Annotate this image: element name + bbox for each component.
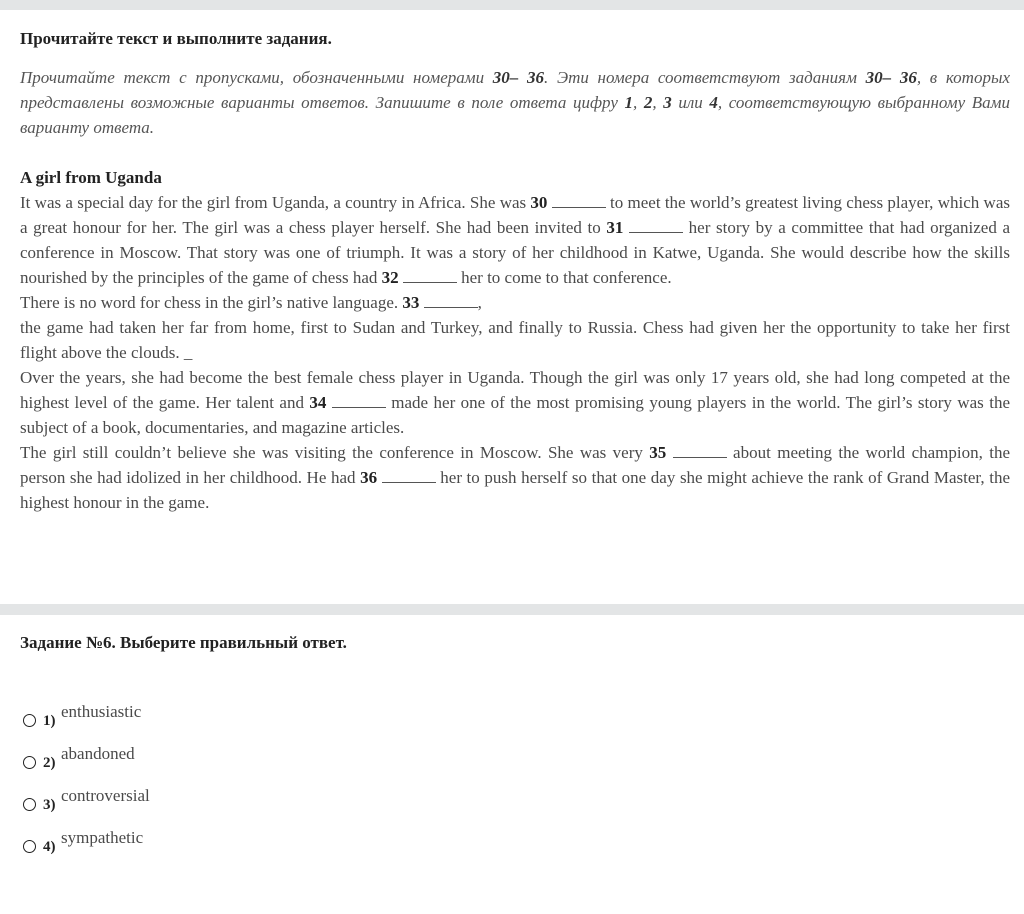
option-number: 4) (43, 839, 56, 855)
gap-number-34: 34 (309, 393, 327, 412)
radio-button-3[interactable] (23, 798, 36, 811)
option-label[interactable]: enthusiastic (61, 702, 142, 721)
gap-number-31: 31 (606, 218, 624, 237)
gap-number-33: 33 (402, 293, 420, 312)
gap-blank-32 (403, 268, 457, 283)
passage-paragraph-3: the game had taken her far from home, first to Sudan and Turkey, and finally to Russia. Chess had given her the opportunity to take her first flight above the clouds. _ (20, 318, 1010, 362)
passage-title: A girl from Uganda (20, 168, 162, 187)
option-number: 3) (43, 797, 56, 813)
gap-blank-34 (332, 393, 386, 408)
gap-number-30: 30 (530, 193, 548, 212)
gap-number-36: 36 (360, 468, 378, 487)
option-label[interactable]: sympathetic (61, 828, 144, 847)
option-number: 2) (43, 755, 56, 771)
gap-number-32: 32 (381, 268, 399, 287)
gap-blank-36 (382, 468, 436, 483)
section-divider (0, 604, 1024, 615)
gap-blank-31 (629, 218, 683, 233)
task-title: Задание №6. Выберите правильный ответ. (20, 633, 347, 652)
passage-paragraph-4: Over the years, she had become the best female chess player in Uganda. Though the girl was only 17 years old, she had long competed at the highest level of the game. Her talent and 34 made her one of the most promising young players in the world. The girl’s story was the subject of a book, documentaries, and magazine articles. (20, 368, 1010, 437)
top-divider (0, 0, 1024, 10)
task-intro: Прочитайте текст с пропусками, обозначенными номерами 30– 36. Эти номера соответствуют заданиям 30– 36, в которых представлены возможные варианты ответов. Запишите в поле ответа цифру 1, 2, 3 или 4, соответствующую выбранному Вами варианту ответа. (20, 68, 1011, 137)
radio-button-1[interactable] (23, 714, 36, 727)
option-label[interactable]: controversial (61, 786, 150, 805)
radio-button-4[interactable] (23, 840, 36, 853)
instruction-heading: Прочитайте текст и выполните задания. (20, 29, 332, 48)
gap-number-35: 35 (649, 443, 667, 462)
passage-paragraph-2: There is no word for chess in the girl’s native language. 33 , (20, 293, 482, 312)
option-label[interactable]: abandoned (61, 744, 135, 763)
gap-blank-33 (424, 293, 478, 308)
option-number: 1) (43, 713, 56, 729)
passage-paragraph-1: It was a special day for the girl from Uganda, a country in Africa. She was 30 to meet the world’s greatest living chess player, which was a great honour for her. The girl was a chess player herself. She had been invited to 31 her story by a committee that had organized a conference in Moscow. That story was one of triumph. It was a story of her childhood in Katwe, Uganda. She would describe how the skills nourished by the principles of the game of chess had 32 her to come to that conference. (20, 193, 1011, 287)
gap-blank-30 (552, 193, 606, 208)
radio-button-2[interactable] (23, 756, 36, 769)
reading-passage (20, 165, 1010, 515)
gap-blank-35 (673, 443, 727, 458)
passage-paragraph-5: The girl still couldn’t believe she was visiting the conference in Moscow. She was very 35 about meeting the world champion, the person she had idolized in her childhood. He had 36 her to push herself so that one day she might achieve the rank of Grand Master, the highest honour in the game. (20, 443, 1011, 512)
